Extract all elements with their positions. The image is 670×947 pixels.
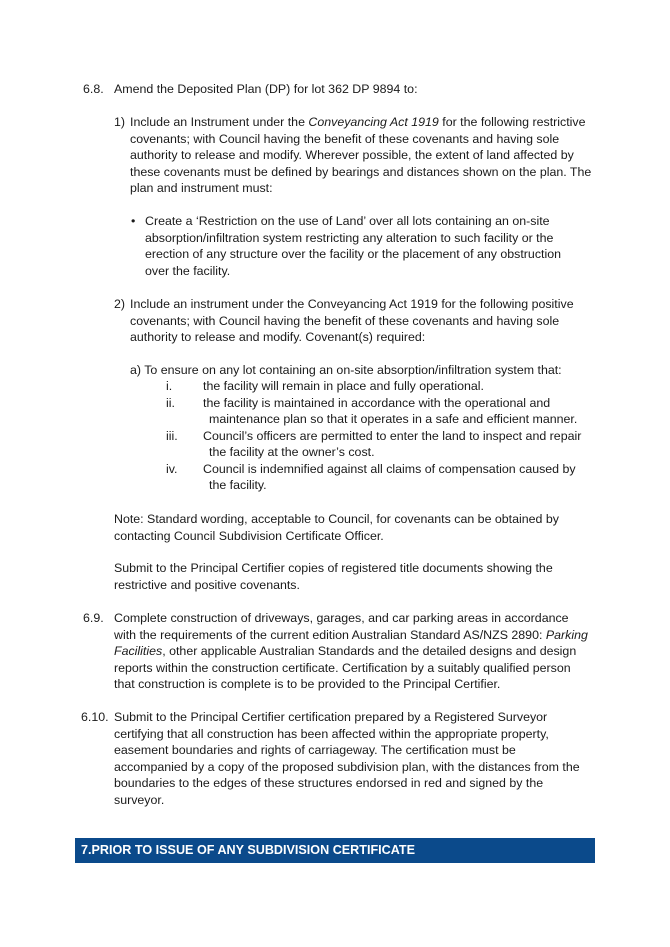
section-6-10-text: Submit to the Principal Certifier certification prepared by a Registered Surveyor certifying that all construction has been affected within the appropriate property, easement boundaries and rights of carriageway. The certification must be accompanied by a copy of the proposed subdivision plan, with the distances from the boundaries to the edges of these structures endorsed in red and signed by the surveyor. [114, 710, 580, 807]
item-1-text-post: for the following restrictive covenants; with Council having the benefit of these covenants and having sole authority to release and modify. Wherever possible, the extent of land affected by these covenants must be defined by bearings and distances shown on the plan. The plan and instrument must: [130, 115, 592, 196]
section-6-9-text [114, 610, 592, 693]
section-6-8-heading: Amend the Deposited Plan (DP) for lot 362 DP 9894 to: [114, 82, 418, 96]
roman-4-text-line1: Council is indemnified against all claims of compensation caused by [203, 462, 576, 476]
item-2-number: 2) [114, 297, 126, 311]
section-7-heading: 7.PRIOR TO ISSUE OF ANY SUBDIVISION CERTIFICATE [75, 838, 595, 863]
section-6-8-number: 6.8. [83, 82, 104, 96]
roman-4-text-line2: the facility. [209, 478, 267, 492]
covenant-note: Note: Standard wording, acceptable to Council, for covenants can be obtained by contacting Council Subdivision Certificate Officer. [114, 512, 559, 543]
roman-3-text-line2: the facility at the owner’s cost. [209, 445, 375, 459]
bullet-icon: • [131, 214, 136, 228]
submit-covenants-text: Submit to the Principal Certifier copies of registered title documents showing the restrictive and positive covenants. [114, 561, 553, 592]
sub-item-a-text: a) To ensure on any lot containing an on-site absorption/infiltration system that: [130, 363, 562, 377]
roman-2-number: ii. [166, 396, 175, 410]
roman-2-text-line2: maintenance plan so that it operates in a safe and efficient manner. [209, 412, 578, 426]
item-2-text: Include an instrument under the Conveyancing Act 1919 for the following positive covenants; with Council having the benefit of these covenants and having sole authority to release and modify. Covenant(s) required: [130, 297, 574, 345]
item-1-text [130, 114, 592, 197]
item-1-text-pre: Include an Instrument under the [130, 115, 309, 129]
roman-1-text: the facility will remain in place and fully operational. [203, 379, 484, 393]
roman-1-number: i. [166, 379, 173, 393]
section-6-10-number: 6.10. [81, 710, 109, 724]
item-1-number: 1) [114, 115, 126, 129]
section-6-9-text-post: , other applicable Australian Standards and the detailed designs and design reports within the construction certificate. Certification by a suitably qualified person that construction is complete is to be provided to the Principal Certifier. [114, 644, 577, 692]
restriction-bullet-text: Create a ‘Restriction on the use of Land’ over all lots containing an on-site absorption/infiltration system restricting any alteration to such facility or the erection of any structure over the facility or the placement of any obstruction over the facility. [145, 214, 561, 278]
roman-3-number: iii. [166, 429, 178, 443]
roman-3-text-line1: Council’s officers are permitted to enter the land to inspect and repair [203, 429, 582, 443]
roman-4-number: iv. [166, 462, 178, 476]
parking-facilities-title: Parking Facilities [114, 627, 588, 659]
roman-2-text-line1: the facility is maintained in accordance with the operational and [203, 396, 551, 410]
section-6-9-number: 6.9. [83, 611, 104, 625]
section-6-9-text-pre: Complete construction of driveways, garages, and car parking areas in accordance with the requirements of the current edition Australian Standard AS/NZS 2890: [114, 611, 569, 642]
conveyancing-act-title: Conveyancing Act 1919 [308, 115, 439, 129]
